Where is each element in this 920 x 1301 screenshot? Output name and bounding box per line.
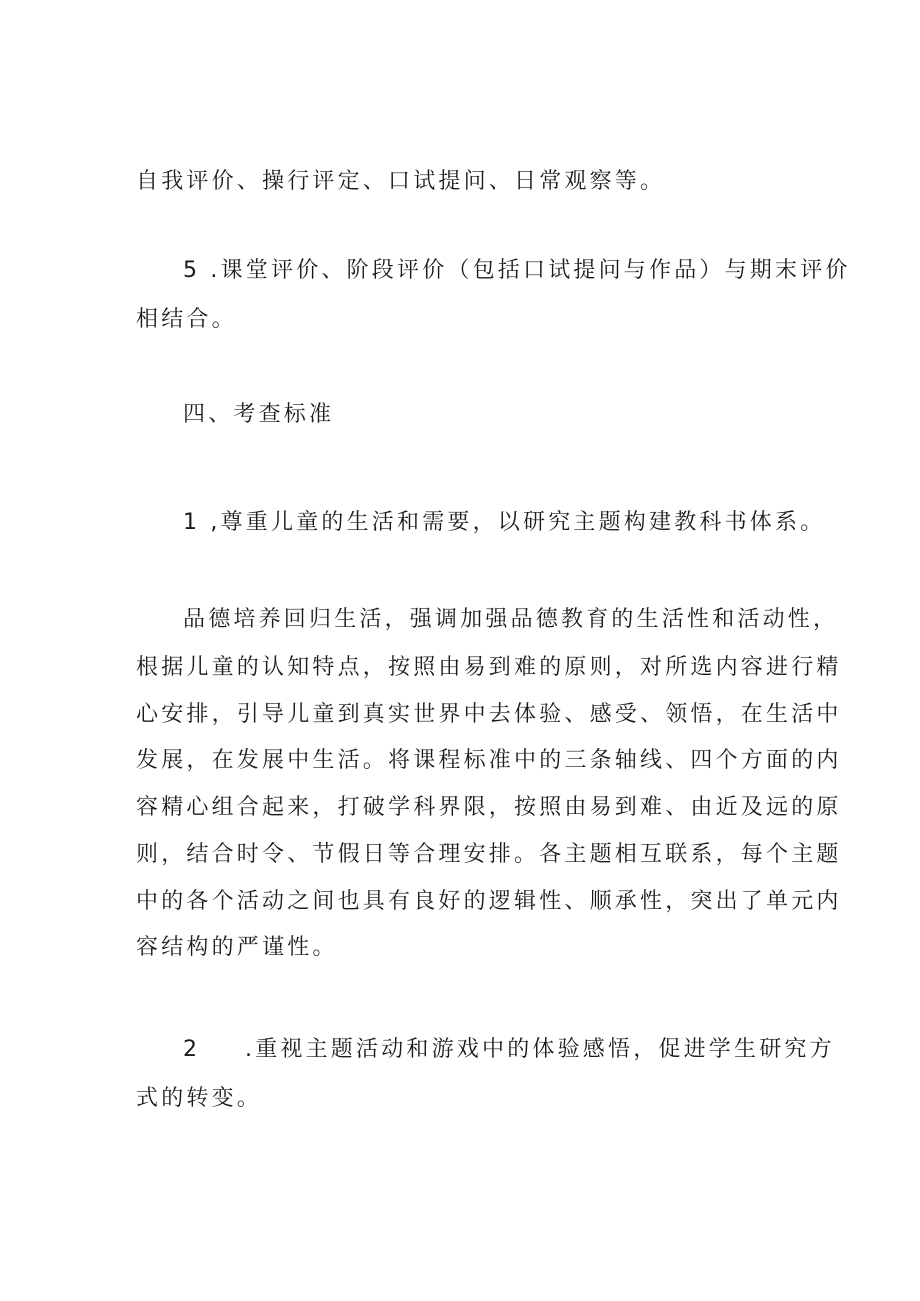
section-heading	[183, 401, 334, 429]
paragraph-item-5-continued	[136, 306, 237, 334]
text-line: 发展，在发展中生活。将课程标准中的三条轴线、四个方面的内	[136, 748, 842, 773]
text-line: 中的各个活动之间也具有良好的逻辑性、顺承性，突出了单元内	[136, 889, 842, 914]
paragraph-item-2-continued	[136, 1085, 262, 1113]
heading-text: 四、考查标准	[183, 402, 335, 427]
paragraph-line	[136, 934, 338, 962]
paragraph-line	[136, 654, 842, 682]
list-number: 1	[183, 510, 201, 535]
paragraph-item-5	[183, 257, 851, 285]
text-line: .课堂评价、阶段评价（包括口试提问与作品）与期末评价	[210, 258, 851, 283]
paragraph-line	[136, 888, 842, 916]
text-line: 品德培养回归生活，强调加强品德教育的生活性和活动性，	[183, 607, 839, 632]
text-line: 自我评价、操行评定、口试提问、日常观察等。	[136, 169, 666, 194]
list-number: 2	[183, 1037, 201, 1062]
text-line: 相结合。	[136, 307, 237, 332]
text-line: 容结构的严谨性。	[136, 935, 338, 960]
text-line: 式的转变。	[136, 1086, 263, 1111]
text-line: 心安排，引导儿童到真实世界中去体验、感受、领悟，在生活中	[136, 702, 842, 727]
paragraph-line	[136, 794, 842, 822]
text-line: .重视主题活动和游戏中的体验感悟，促进学生研究方	[245, 1037, 835, 1062]
text-line: 根据儿童的认知特点，按照由易到难的原则，对所选内容进行精	[136, 655, 842, 680]
text-line: ,尊重儿童的生活和需要，以研究主题构建教科书体系。	[210, 510, 826, 535]
paragraph-item-2	[183, 1036, 835, 1064]
text-line: 则，结合时令、节假日等合理安排。各主题相互联系，每个主题	[136, 842, 842, 867]
list-number: 5	[183, 258, 201, 283]
paragraph-line	[136, 701, 842, 729]
paragraph-line	[183, 606, 838, 634]
paragraph-line	[136, 841, 842, 869]
text-line: 容精心组合起来，打破学科界限，按照由易到难、由近及远的原	[136, 795, 842, 820]
paragraph-line	[136, 747, 842, 775]
paragraph-item-1	[183, 509, 825, 537]
paragraph-evaluation-methods	[136, 168, 665, 196]
